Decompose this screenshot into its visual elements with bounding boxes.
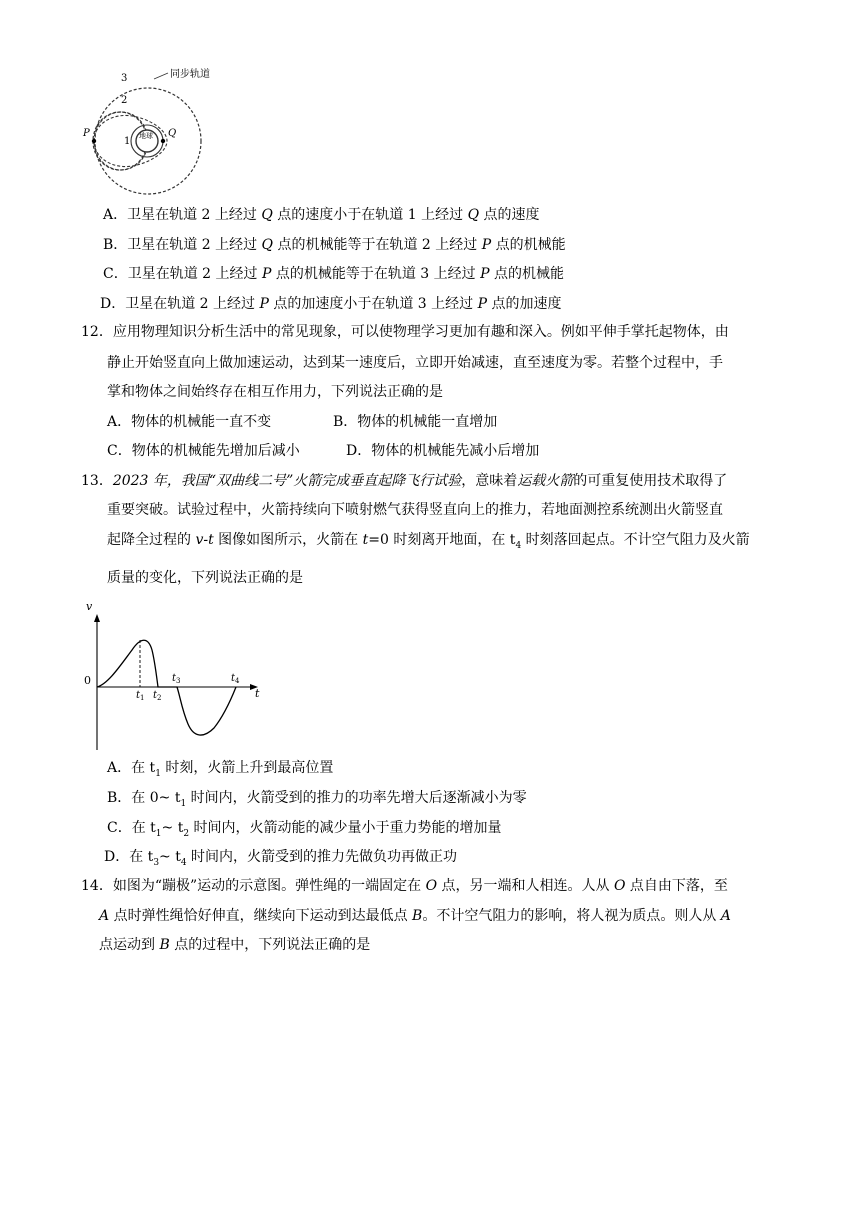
- point-Q-dot: [161, 139, 165, 143]
- sync-leader-line: [154, 73, 168, 79]
- q11-option-d: D．卫星在轨道 2 上经过 P 点的加速度小于在轨道 3 上经过 P 点的加速度: [100, 296, 562, 312]
- q13-option-d: D．在 $t_3\sim$ $t_4$ 时间内，火箭受到的推力先做负功再做正功: [104, 849, 458, 868]
- t-axis-label: t: [255, 687, 260, 700]
- q14-stem-line-2: A 点时弹性绳恰好伸直，继续向下运动到达最低点 B。不计空气阻力的影响，将人视为质点。则人从 A: [99, 908, 731, 924]
- t1-label: $t_1$: [136, 690, 145, 702]
- q12-option-c: C．物体的机械能先增加后减小: [107, 443, 300, 459]
- q11-option-a: A．卫星在轨道 2 上经过 Q 点的速度小于在轨道 1 上经过 Q 点的速度: [103, 207, 540, 223]
- orbit-sync-label: 同步轨道: [170, 69, 210, 80]
- q13-stem-line-4: 质量的变化，下列说法正确的是: [107, 570, 303, 586]
- v-axis-arrow: [94, 614, 100, 622]
- q12-option-b: B．物体的机械能一直增加: [333, 414, 498, 430]
- point-Q-label: Q: [168, 128, 177, 139]
- q12-stem-line-1: 12．应用物理知识分析生活中的常见现象，可以使物理学习更加有趣和深入。例如平伸手掌托起物体，由: [81, 324, 729, 340]
- q13-stem-line-3: 起降全过程的 v-t 图像如图所示，火箭在 t=0 时刻离开地面，在 $t_4$ 时刻落回起点。不计空气阻力及火箭: [107, 532, 750, 551]
- q12-option-a: A．物体的机械能一直不变: [107, 414, 272, 430]
- point-P-label: P: [83, 128, 90, 139]
- q13-stem-line-2: 重要突破。试验过程中，火箭持续向下喷射燃气获得竖直向上的推力，若地面测控系统测出火箭竖直: [107, 502, 723, 518]
- q13-stem-line-1: 13．2023 年，我国“双曲线二号”火箭完成垂直起降飞行试验，意味着运载火箭的可重复使用技术取得了: [81, 473, 728, 489]
- q14-stem-line-3: 点运动到 B 点的过程中，下列说法正确的是: [99, 937, 371, 953]
- vt-curve: [97, 640, 236, 735]
- vt-graph: [80, 600, 270, 755]
- orbit-1-label: 1: [124, 136, 131, 147]
- q12-stem-line-2: 静止开始竖直向上做加速运动，达到某一速度后，立即开始减速，直至速度为零。若整个过程中，手: [107, 355, 723, 371]
- q11-option-b: B．卫星在轨道 2 上经过 Q 点的机械能等于在轨道 2 上经过 P 点的机械能: [103, 237, 566, 253]
- q12-stem-line-3: 掌和物体之间始终存在相互作用力，下列说法正确的是: [107, 384, 443, 400]
- q14-stem-line-1: 14．如图为“蹦极”运动的示意图。弹性绳的一端固定在 O 点，另一端和人相连。人从 O 点自由下落，至: [81, 878, 728, 894]
- v-axis-label: v: [86, 600, 93, 613]
- point-P-dot: [92, 139, 96, 143]
- orbit-3-label: 3: [121, 73, 128, 84]
- t4-label: $t_4$: [231, 673, 240, 685]
- q13-option-b: B．在 0~ $t_1$ 时间内，火箭受到的推力的功率先增大后逐渐减小为零: [107, 790, 527, 809]
- orbit-2-label: 2: [121, 95, 128, 106]
- t3-label: $t_3$: [172, 673, 181, 685]
- t2-label: $t_2$: [153, 690, 162, 702]
- orbit-figure: [75, 65, 305, 200]
- origin-label: 0: [84, 674, 91, 687]
- q13-option-c: C．在 $t_1\sim$ $t_2$ 时间内，火箭动能的减少量小于重力势能的增加量: [107, 820, 502, 839]
- q12-option-d: D．物体的机械能先减小后增加: [346, 443, 540, 459]
- q13-option-a: A．在 $t_1$ 时刻，火箭上升到最高位置: [107, 760, 334, 779]
- q11-option-c: C．卫星在轨道 2 上经过 P 点的机械能等于在轨道 3 上经过 P 点的机械能: [103, 266, 564, 282]
- earth-label: 地球: [139, 132, 153, 140]
